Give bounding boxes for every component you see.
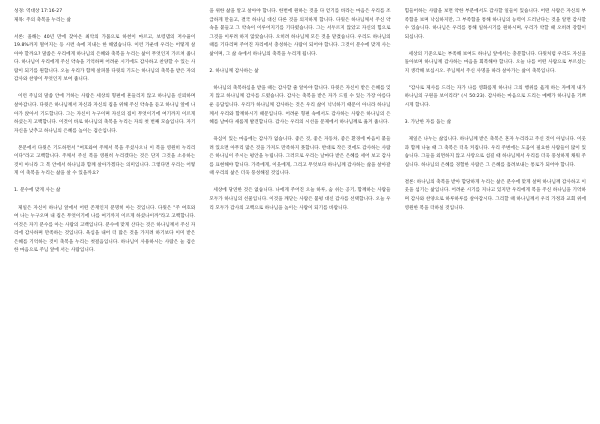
paragraph: 이런 주님의 말씀 안에 거하는 사람은 세상의 형편에 흔들리지 않고 하나님을 신뢰하며 살아갑니다. 다윗은 하나님께서 자신과 자신의 집을 위해 주신 약속을 듣고 하나님 앞에 나아가 앉아서 기도합니다. 그는 자신이 누구이며 자신의 집이 무엇이기에 여기까지 이르게 하셨는지 고백합니다. 이것이 바로 하나님의 축복을 누리는 자의 첫 번째 모습입니다. 자기 자신을 낮추고 하나님의 은혜를 높이는 겸손입니다. [14, 94, 196, 134]
paragraph-quote: "감사로 제사를 드리는 자가 나를 영화롭게 하나니 그의 행위를 옳게 하는 자에게 내가 하나님의 구원을 보이리라" (시 50:23). 감사하는 마음으로 드리는 예배가 하나님을 기쁘시게 합니다. [404, 85, 586, 109]
section-heading-3: 3. 가난한 자를 돕는 삶 [404, 120, 452, 126]
paragraph: 세상의 기준으로는 부족해 보여도 하나님 앞에서는 충분합니다. 다윗처럼 우리도 자신을 돌아보며 하나님께 감사하는 마음을 회복해야 합니다. 오늘 나를 어떤 사람으로 부르셨는지 생각해 보십시오. 주님께서 주신 사명을 따라 살아가는 삶이 축복입니다. [404, 51, 586, 74]
paragraph: 욕심이 있는 마음에는 감사가 없습니다. 좋은 것, 좋은 자동차, 좋은 환경에 마음이 붙들려 있으면 아무리 많은 것을 가져도 만족하지 못합니다. 반대로 작은 것에도 감사하는 사람은 하나님이 주시는 평안을 누립니다. 그러므로 우리는 날마다 받은 은혜를 세어 보고 감사를 표현해야 합니다. 가족에게, 이웃에게, 그리고 무엇보다 하나님께 감사하는 삶을 살아갈 때 우리의 삶은 더욱 풍성해질 것입니다. [209, 137, 391, 177]
column-middle [209, 8, 390, 418]
paragraph: 힘들어하는 사람을 보면 약한 부분에서도 감사할 일들이 있습니다. 어떤 사람은 자신의 부족함을 보며 낙심하지만, 그 부족함을 통해 하나님의 능력이 드러난다는 것을 알면 감사할 수 있습니다. 하나님은 우리를 통해 일하시기를 원하시며, 우리가 약할 때 오히려 강함이 되십니다. [404, 9, 586, 40]
paragraph: 을 위한 삶을 알고 살아야 합니다. 한번에 원하는 것을 다 얻기를 바라는 마음은 우리를 조급하게 만들고, 결국 하나님 대신 다른 것을 의지하게 합니다. 다윗은 하나님께서 주신 약속을 붙들고 그 약속이 이루어지기를 기다렸습니다. 그는 서두르지 않았고 자신의 힘으로 그것을 이루려 하지 않았습니다. 오히려 하나님께 모든 것을 맡겼습니다. 우리도 하나님의 때를 기다리며 주어진 자리에서 충성하는 사람이 되어야 합니다. 그것이 분수에 맞게 사는 삶이며, 그 삶 속에서 하나님의 축복을 누리게 됩니다. [209, 9, 391, 57]
paragraph: 제일은 나누는 삶입니다. 하나님께 받은 축복은 혼자 누리라고 주신 것이 아닙니다. 이웃과 함께 나눌 때 그 축복은 더욱 커집니다. 우리 주변에는 도움이 필요한 사람들이 많이 있습니다. 그들을 외면하지 않고 사랑으로 섬길 때 하나님께서 우리를 더욱 풍성하게 채워 주십니다. 하나님의 은혜를 경험한 사람은 그 은혜를 흘려보내는 통로가 되어야 합니다. [404, 137, 586, 168]
paragraph: 제일은 자신이 하나님 앞에서 어떤 존재인지 분명히 아는 것입니다. 다윗은 "주 여호와여 나는 누구오며 내 집은 무엇이기에 나를 여기까지 이르게 하셨나이까"라고 고백합니다. 이것은 자기 분수를 아는 사람의 고백입니다. 분수에 맞게 산다는 것은 하나님께서 주신 자리에 감사하며 만족하는 것입니다. 욕심을 내어 더 많은 것을 가지려 하기보다 이미 받은 은혜를 기억하는 것이 축복을 누리는 첫걸음입니다. 하나님이 사용하시는 사람은 늘 겸손한 마음으로 주님 앞에 서는 사람입니다. [14, 205, 196, 254]
section-heading-1: 1. 분수에 맞게 사는 삶 [14, 188, 61, 194]
paragraph: 본문에서 다윗은 기도하면서 "여호와여 주께서 복을 주셨사오니 이 복을 영원히 누리리이다"라고 고백합니다. 주께서 주신 복을 영원히 누리겠다는 것은 단지 그것을 소유하는 것이 아니라 그 복 안에서 하나님과 함께 살아가겠다는 의미입니다. 그렇다면 우리는 어떻게 이 축복을 누리는 삶을 살 수 있을까요? [14, 145, 196, 177]
paragraph-conclusion: 결론: 하나님의 축복을 받아 합당하게 누리는 삶은 분수에 맞게 살며 하나님께 감사하고 이웃을 섬기는 삶입니다. 어려운 시기를 지나고 있지만 우리에게 복을 주신 하나님을 기억하며 감사와 찬양으로 하루하루를 살아갑시다. 그리할 때 하나님께서 우리 가정과 교회 위에 영원한 복을 더하실 것입니다. [404, 179, 586, 211]
paragraph-intro: 서론: 올해는 40년 만에 찾아온 최악의 가뭄으로 하천이 마르고, 보령댐의 저수율이 19.8%까지 떨어지는 등 시련 속에 지내는 한 해였습니다. 이런 가운데 우리는 어떻게 살아야 할까요? 말씀은 우리에게 하나님의 은혜와 축복을 누리는 삶이 무엇인지 가르쳐 줍니다. 하나님이 우리에게 주신 약속을 기억하며 어려운 시기에도 감사하고 찬양할 수 있는 사람이 되기를 원합니다. 오늘 우리가 함께 살펴볼 다윗의 기도는 하나님의 축복을 받은 자의 감사와 찬양이 무엇인지 보여 줍니다. [14, 34, 196, 83]
sermon-title: 제목: 주의 축복을 누리는 삶 [14, 17, 72, 23]
column-left [14, 8, 195, 418]
paragraph: 세상에 당연한 것은 없습니다. 나에게 주어진 오늘 하루, 숨 쉬는 공기, 함께하는 사람들 모두가 하나님의 선물입니다. 이것을 깨닫는 사람은 불평 대신 감사를 선택합니다. 오늘 우리 모두가 감사의 고백으로 하나님을 높이는 사람이 되기를 바랍니다. [209, 188, 391, 211]
scripture-reference: 성경: 역대상 17:16-27 [14, 9, 63, 14]
column-right [405, 8, 586, 418]
paragraph: 하나님의 축복하심을 받을 때는 감사할 줄 알아야 합니다. 다윗은 자신이 받은 은혜를 잊지 않고 하나님께 감사를 드렸습니다. 감사는 축복을 받은 자가 드릴 수 있는 가장 아름다운 응답입니다. 우리가 하나님께 감사하는 것은 우리 삶이 넉넉하기 때문이 아니라 하나님께서 우리와 함께하시기 때문입니다. 어려운 형편 속에서도 감사하는 사람은 하나님의 은혜를 날마다 새롭게 발견합니다. 감사는 우리의 시선을 문제에서 하나님께로 옮겨 줍니다. [209, 85, 391, 126]
section-heading-2: 2. 하나님께 감사하는 삶 [209, 68, 259, 74]
